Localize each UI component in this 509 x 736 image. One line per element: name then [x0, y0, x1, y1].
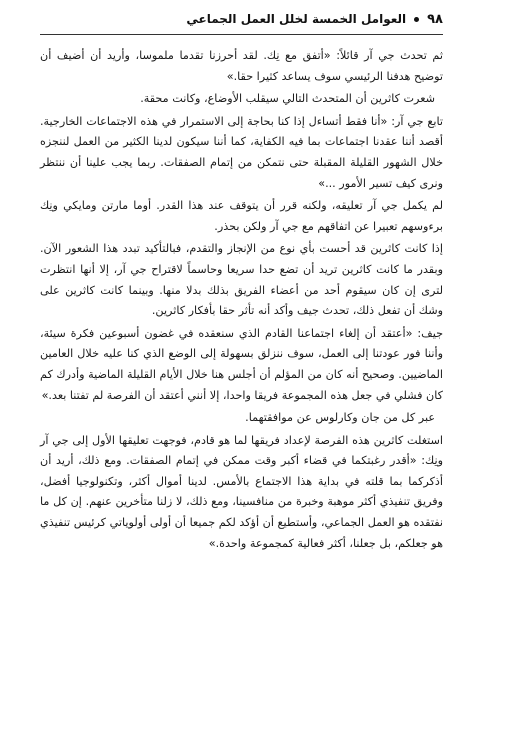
paragraph: تابع جي آر: «أنا فقط أتساءل إذا كنا بحاجة إلى الاستمرار في هذه الاجتماعات الخارجية. أقصد أننا عقدنا اجتماعات بما فيه الكفاية، كما أننا سيكون لدينا الكثير من العمل لننجزه خلال الشهور القليلة المقبلة حتى نتمكن من إتمام الصفقات. ربما يجب علينا أن ننتظر ونرى كيف تسير الأمور ...»: [40, 114, 443, 190]
header-rule: [40, 34, 443, 35]
header-bullet-icon: [414, 17, 419, 22]
page-body: [40, 46, 443, 556]
paragraph: لم يكمل جي آر تعليقه، ولكنه قرر أن يتوقف عند هذا القدر. أوما مارتن ومايكي ونِك برءوسهم تعبيرا عن اتفاقهم مع جي آر ولكن بحذر.: [40, 199, 443, 233]
running-title: العوامل الخمسة لخلل العمل الجماعي: [186, 12, 407, 26]
paragraph: شعرت كاثرين أن المتحدث التالي سيقلب الأوضاع، وكانت محقة.: [140, 92, 435, 106]
paragraph: عبر كل من جان وكارلوس عن موافقتهما.: [245, 411, 435, 425]
paragraph: جيف: «أعتقد أن إلغاء اجتماعنا القادم الذي سنعقده في غضون أسبوعين فكرة سيئة، وأننا فور عودتنا إلى العمل، سوف ننزلق بسهولة إلى الوضع الذي كنا عليه خلال العامين الماضيين. وصحيح أنه كان من المؤلم أن أجلس هنا خلال الأيام القليلة الماضية وأدرك كم كان فشلي في جعل هذه المجموعة فريقا واحدا، إلا أنني أعتقد أن الفرصة لم تفتنا بعد.»: [40, 326, 443, 402]
paragraph: ثم تحدث جي آر قائلاً: «أتفق مع نِك. لقد أحرزنا تقدما ملموسا، وأريد أن أضيف أن توضيح هدفنا الرئيسي سوف يساعد كثيرا حقا.»: [40, 49, 443, 83]
page-header: [40, 8, 443, 30]
paragraph: إذا كانت كاثرين قد أحست بأي نوع من الإنجاز والتقدم، فبالتأكيد تبدد هذا الشعور الآن. وبقدر ما كانت كاثرين تريد أن تضع حدا سريعا وحاسماً لاقتراح جي آر، إلا أنها انتظرت لترى إن كان سيقوم أحد من أعضاء الفريق بذلك بدلا منها. وبينما كانت كاثرين على وشك أن تفعل ذلك، تحدث جيف وأكد أنه تأثر حقا بأفكار كاثرين.: [40, 242, 443, 318]
page-number: ٩٨: [427, 11, 443, 27]
paragraph: استغلت كاثرين هذه الفرصة لإعداد فريقها لما هو قادم، فوجهت تعليقها الأول إلى جي آر ونِك: «أقدر رغبتكما في قضاء أكبر وقت ممكن في إتمام الصفقات. ومع ذلك، أريد أن أذكركما بما قلته في بداية هذا الاجتماع بالأمس. لدينا أموال أكثر، وتكنولوجيا أفضل، وفريق تنفيذي أكثر موهبة وخبرة من منافسينا، ومع ذلك، لا زلنا متأخرين عنهم. إن كل ما نفتقده هو العمل الجماعي، وأستطيع أن أؤكد لكم جميعا أن أولى أولوياتي كرئيس تنفيذي هو جعلكم، بل جعلنا، أكثر فعالية كمجموعة واحدة.»: [40, 433, 443, 550]
